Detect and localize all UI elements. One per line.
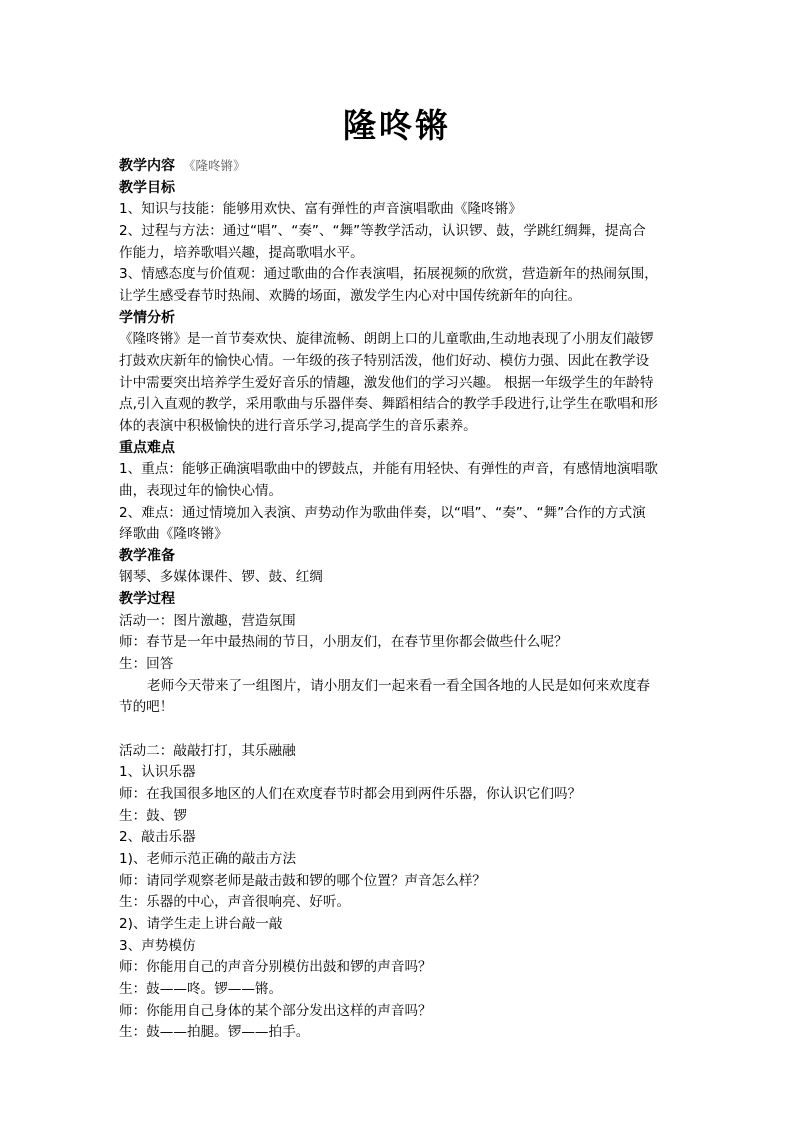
analysis-line: 计中需要突出培养学生爱好音乐的情趣，激发他们的学习兴趣。 根据一年级学生的年龄特	[119, 374, 654, 391]
process-heading: 教学过程	[119, 591, 175, 608]
activity2-line: 生：鼓——拍腿。锣——拍手。	[119, 1024, 310, 1041]
preparation-heading: 教学准备	[119, 547, 175, 564]
key-point-line: 1、重点：能够正确演唱歌曲中的锣鼓点，并能有用轻快、有弹性的声音，有感情地演唱歌	[119, 461, 658, 478]
activity2-line: 3、声势模仿	[119, 937, 196, 954]
activity1-title: 活动一：图片激趣，营造氛围	[119, 612, 296, 629]
analysis-line: 体的表演中积极愉快的进行音乐学习,提高学生的音乐素养。	[119, 417, 477, 434]
objective-line: 3、情感态度与价值观：通过歌曲的合作表演唱，拓展视频的欣赏，营造新年的热闹氛围，	[119, 266, 658, 283]
teaching-content-row	[119, 155, 679, 178]
analysis-heading: 学情分析	[119, 309, 175, 326]
preparation-value: 钢琴、多媒体课件、锣、鼓、红绸	[119, 569, 323, 586]
activity2-line: 师：你能用自己身体的某个部分发出这样的声音吗？	[119, 1002, 432, 1019]
activity2-line: 2)、请学生走上讲台敲一敲	[119, 915, 283, 932]
objective-line: 2、过程与方法：通过“唱”、“奏”、“舞”等教学活动，认识锣、鼓，学跳红绸舞，提高合	[119, 222, 646, 239]
objective-line: 作能力，培养歌唱兴趣，提高歌唱水平。	[119, 244, 364, 261]
objectives-heading: 教学目标	[119, 179, 175, 196]
activity2-line: 生：鼓、锣	[119, 807, 187, 824]
document-body	[119, 155, 679, 1044]
blank-line	[119, 719, 679, 741]
dialogue-line: 生：回答	[119, 656, 174, 673]
analysis-line: 点,引入直观的教学，采用歌曲与乐器伴奏、舞蹈相结合的教学手段进行,让学生在歌唱和形	[119, 396, 658, 413]
activity2-line: 1)、老师示范正确的敲击方法	[119, 850, 297, 867]
objective-line: 1、知识与技能：能够用欢快、富有弹性的声音演唱歌曲《隆咚锵》	[119, 201, 522, 218]
activity2-line: 生：鼓——咚。锣——锵。	[119, 980, 283, 997]
key-point-line: 2、难点：通过情境加入表演、声势动作为歌曲伴奏，以“唱”、“奏”、“舞”合作的方式演	[119, 504, 646, 521]
activity2-line: 2、敲击乐器	[119, 829, 196, 846]
activity2-title: 活动二：敲敲打打，其乐融融	[119, 742, 296, 759]
activity2-line: 师：在我国很多地区的人们在欢度春节时都会用到两件乐器，你认识它们吗？	[119, 786, 582, 803]
teaching-content-heading: 教学内容	[119, 158, 175, 174]
dialogue-line: 节的吧！	[119, 699, 174, 716]
dialogue-line: 老师今天带来了一组图片，请小朋友们一起来看一看全国各地的人民是如何来欢度春	[147, 677, 650, 694]
key-points-heading: 重点难点	[119, 439, 175, 456]
document-title: 隆咚锵	[343, 106, 451, 145]
activity2-line: 师：你能用自己的声音分别模仿出鼓和锣的声音吗？	[119, 959, 432, 976]
dialogue-line: 师：春节是一年中最热闹的节日，小朋友们，在春节里你都会做些什么呢？	[119, 634, 568, 651]
key-point-line: 绎歌曲《隆咚锵》	[119, 526, 228, 543]
teaching-content-value: 《隆咚锵》	[183, 158, 246, 173]
analysis-line: 《隆咚锵》是一首节奏欢快、旋律流畅、朗朗上口的儿童歌曲,生动地表现了小朋友们敲锣	[119, 331, 654, 348]
analysis-line: 打鼓欢庆新年的愉快心情。一年级的孩子特别活泼，他们好动、模仿力强、因此在教学设	[119, 352, 650, 369]
objective-line: 让学生感受春节时热闹、欢腾的场面，激发学生内心对中国传统新年的向往。	[119, 287, 582, 304]
activity2-line: 师：请同学观察老师是敲击鼓和锣的哪个位置？声音怎么样？	[119, 872, 487, 889]
activity2-line: 生：乐器的中心，声音很响亮、好听。	[119, 894, 351, 911]
activity2-line: 1、认识乐器	[119, 764, 196, 781]
key-point-line: 曲，表现过年的愉快心情。	[119, 482, 283, 499]
